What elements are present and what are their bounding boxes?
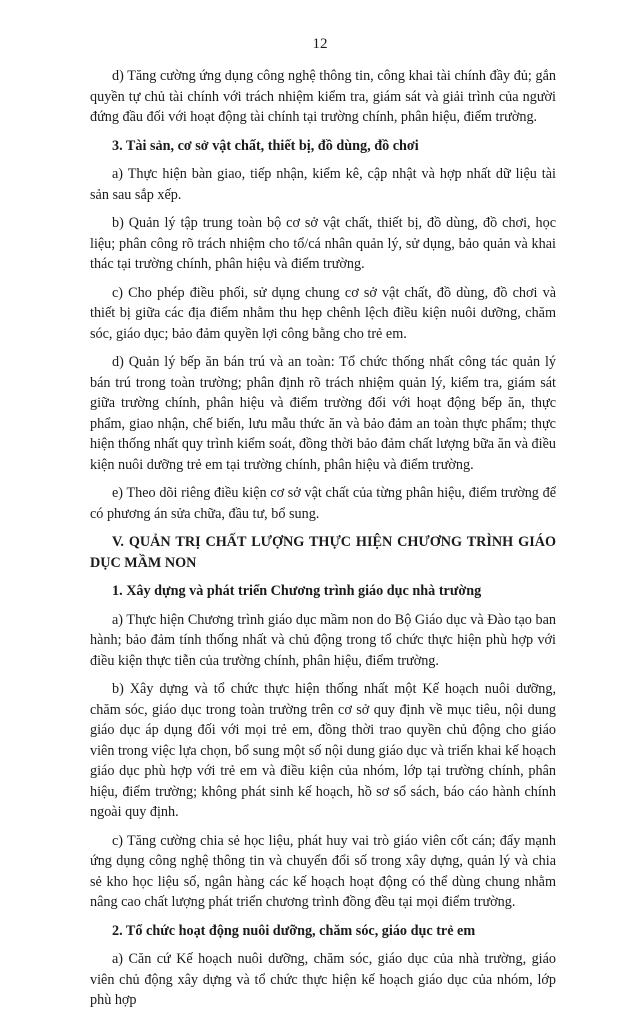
- paragraph: d) Quản lý bếp ăn bán trú và an toàn: Tổ chức thống nhất công tác quản lý bán trú trong toàn trường; phân định rõ trách nhiệm quản lý, kiểm tra, giám sát giữa trường chính, phân hiệu và điểm trường đối với hoạt động bếp ăn, thực phẩm, giao nhận, chế biến, lưu mẫu thức ăn và bảo đảm an toàn thực phẩm; thực hiện thống nhất quy trình kiểm soát, đồng thời bảo đảm chất lượng bữa ăn và điều kiện nuôi dưỡng trẻ em tại trường chính, phân hiệu và điểm trường.: [90, 354, 556, 473]
- paragraph: a) Căn cứ Kế hoạch nuôi dưỡng, chăm sóc, giáo dục của nhà trường, giáo viên chủ động xây dựng và tổ chức thực hiện kế hoạch giáo dục của nhóm, lớp phù hợp: [90, 951, 556, 1008]
- paragraph: a) Thực hiện Chương trình giáo dục mầm non do Bộ Giáo dục và Đào tạo ban hành; bảo đảm tính thống nhất và chủ động trong tổ chức thực hiện phù hợp với điều kiện thực tiễn của trường chính, phân hiệu, điểm trường.: [90, 611, 556, 669]
- paragraph: a) Thực hiện bàn giao, tiếp nhận, kiểm kê, cập nhật và hợp nhất dữ liệu tài sản sau sắp xếp.: [90, 166, 556, 203]
- paragraph: b) Xây dựng và tổ chức thực hiện thống nhất một Kế hoạch nuôi dưỡng, chăm sóc, giáo dục trong toàn trường trên cơ sở quy định về mục tiêu, nội dung giáo dục áp dụng đối với mọi trẻ em, đồng thời trao quyền chủ động cho giáo viên trong việc lựa chọn, bổ sung một số nội dung giáo dục và triển khai kế hoạch giáo dục phù hợp với trẻ em và điều kiện của nhóm, lớp tại trường chính, phân hiệu, điểm trường; không phát sinh kế hoạch, hồ sơ sổ sách, báo cáo hành chính ngoài quy định.: [90, 681, 556, 820]
- section-heading: 2. Tổ chức hoạt động nuôi dưỡng, chăm sóc, giáo dục trẻ em: [112, 922, 476, 939]
- paragraph: d) Tăng cường ứng dụng công nghệ thông tin, công khai tài chính đầy đủ; gắn quyền tự chủ tài chính với trách nhiệm kiểm tra, giám sát và giải trình của người đứng đầu đối với hoạt động tài chính tại trường chính, phân hiệu, điểm trường.: [90, 68, 556, 125]
- paragraph: c) Cho phép điều phối, sử dụng chung cơ sở vật chất, đồ dùng, đồ chơi và thiết bị giữa các địa điểm nhằm thu hẹp chênh lệch điều kiện nuôi dưỡng, chăm sóc, giáo dục; bảo đảm quyền lợi công bằng cho trẻ em.: [90, 284, 556, 342]
- document-body: [90, 66, 556, 1019]
- paragraph: b) Quản lý tập trung toàn bộ cơ sở vật chất, thiết bị, đồ dùng, đồ chơi, học liệu; phân công rõ trách nhiệm cho tổ/cá nhân quản lý, sử dụng, bảo quản và khai thác tại trường chính, phân hiệu và điểm trường.: [90, 215, 556, 272]
- chapter-heading: V. QUẢN TRỊ CHẤT LƯỢNG THỰC HIỆN CHƯƠNG TRÌNH GIÁO DỤC MẦM NON: [90, 534, 556, 571]
- paragraph: e) Theo dõi riêng điều kiện cơ sở vật chất của từng phân hiệu, điểm trường để có phương án sửa chữa, đầu tư, bổ sung.: [90, 485, 556, 522]
- section-heading: 3. Tài sản, cơ sở vật chất, thiết bị, đồ dùng, đồ chơi: [112, 137, 419, 154]
- section-heading: 1. Xây dựng và phát triển Chương trình giáo dục nhà trường: [112, 583, 482, 599]
- page-number: 12: [312, 36, 328, 52]
- paragraph: c) Tăng cường chia sẻ học liệu, phát huy vai trò giáo viên cốt cán; đẩy mạnh ứng dụng công nghệ thông tin và chuyển đổi số trong xây dựng, quản lý và chia sẻ kho học liệu số, ngân hàng các kế hoạch hoạt động có thể dùng chung nhằm nâng cao chất lượng phát triển chương trình đồng đều tại mọi điểm trường.: [90, 832, 556, 910]
